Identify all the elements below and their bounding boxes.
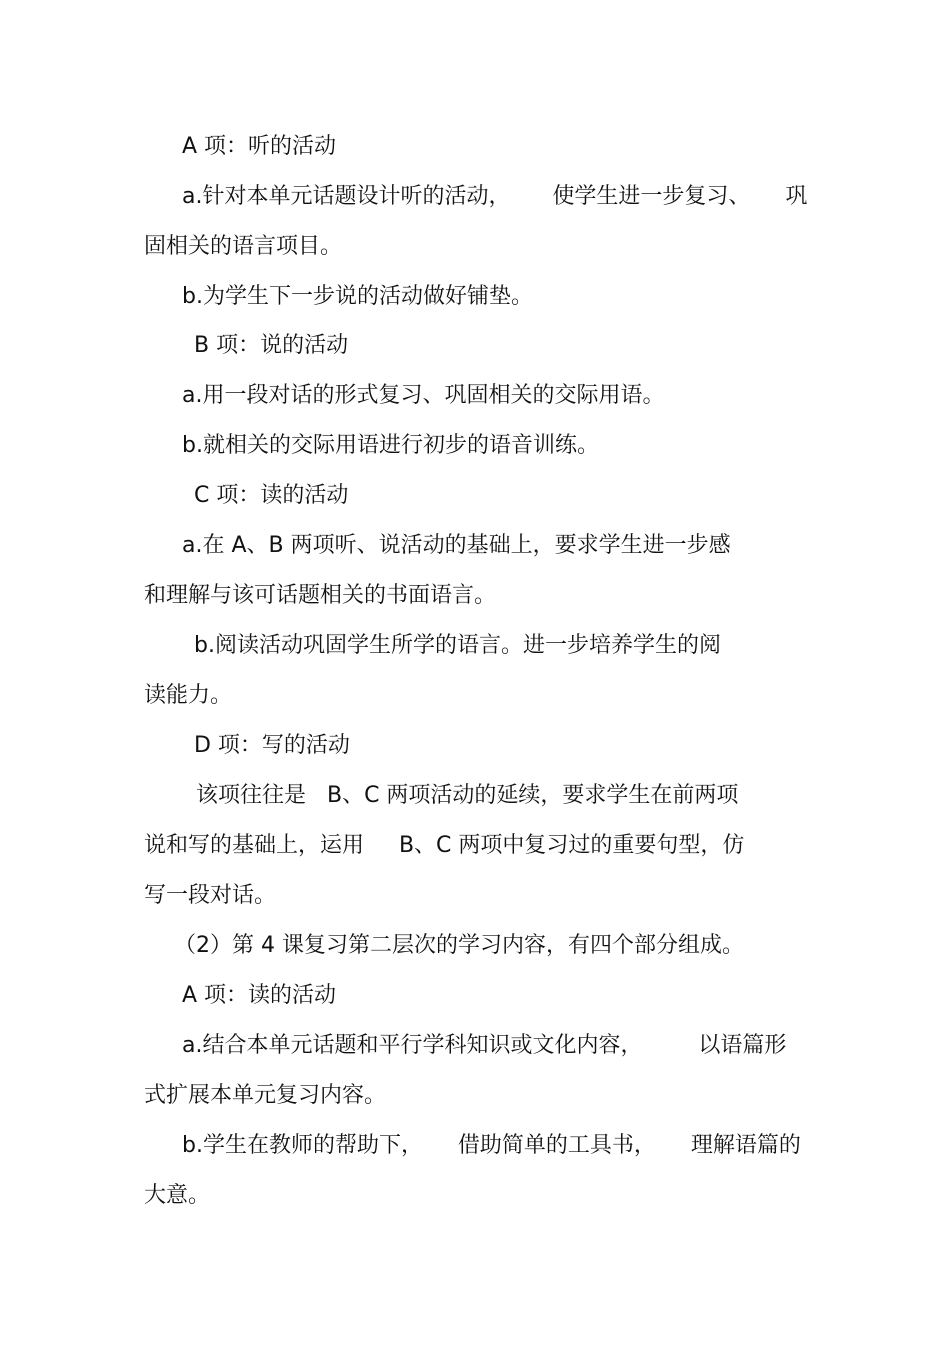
paragraph-line: a.结合本单元话题和平行学科知识或文化内容， 以语篇形: [182, 1033, 787, 1058]
paragraph-line: b.为学生下一步说的活动做好铺垫。: [182, 284, 533, 309]
paragraph-line: 读能力。: [144, 683, 233, 708]
paragraph-line: b.阅读活动巩固学生所学的语言。进一步培养学生的阅: [194, 633, 721, 658]
paragraph-line: b.就相关的交际用语进行初步的语音训练。: [182, 433, 599, 458]
paragraph-line: 固相关的语言项目。: [144, 234, 343, 259]
paragraph-line: 和理解与该可话题相关的书面语言。: [144, 583, 497, 608]
lesson-4-intro: （2）第 4 课复习第二层次的学习内容，有四个部分组成。: [174, 933, 744, 958]
paragraph-line: 式扩展本单元复习内容。: [144, 1083, 387, 1108]
section-a-reading-heading: A 项：读的活动: [182, 983, 337, 1008]
paragraph-line: 该项往往是 B、C 两项活动的延续，要求学生在前两项: [196, 783, 739, 808]
paragraph-line: 大意。: [144, 1183, 211, 1208]
paragraph-line: b.学生在教师的帮助下， 借助简单的工具书， 理解语篇的: [182, 1133, 801, 1158]
paragraph-line: 写一段对话。: [144, 883, 277, 908]
paragraph-line: a.针对本单元话题设计听的活动， 使学生进一步复习、 巩: [182, 184, 808, 209]
section-c-reading-heading: C 项：读的活动: [194, 483, 349, 508]
paragraph-line: 说和写的基础上，运用 B、C 两项中复习过的重要句型，仿: [144, 833, 745, 858]
paragraph-line: a.在 A、B 两项听、说活动的基础上，要求学生进一步感: [182, 533, 731, 558]
section-b-speaking-heading: B 项：说的活动: [194, 333, 349, 358]
paragraph-line: a.用一段对话的形式复习、巩固相关的交际用语。: [182, 383, 665, 408]
section-a-listening-heading: A 项：听的活动: [182, 134, 337, 159]
section-d-writing-heading: D 项：写的活动: [194, 733, 350, 758]
